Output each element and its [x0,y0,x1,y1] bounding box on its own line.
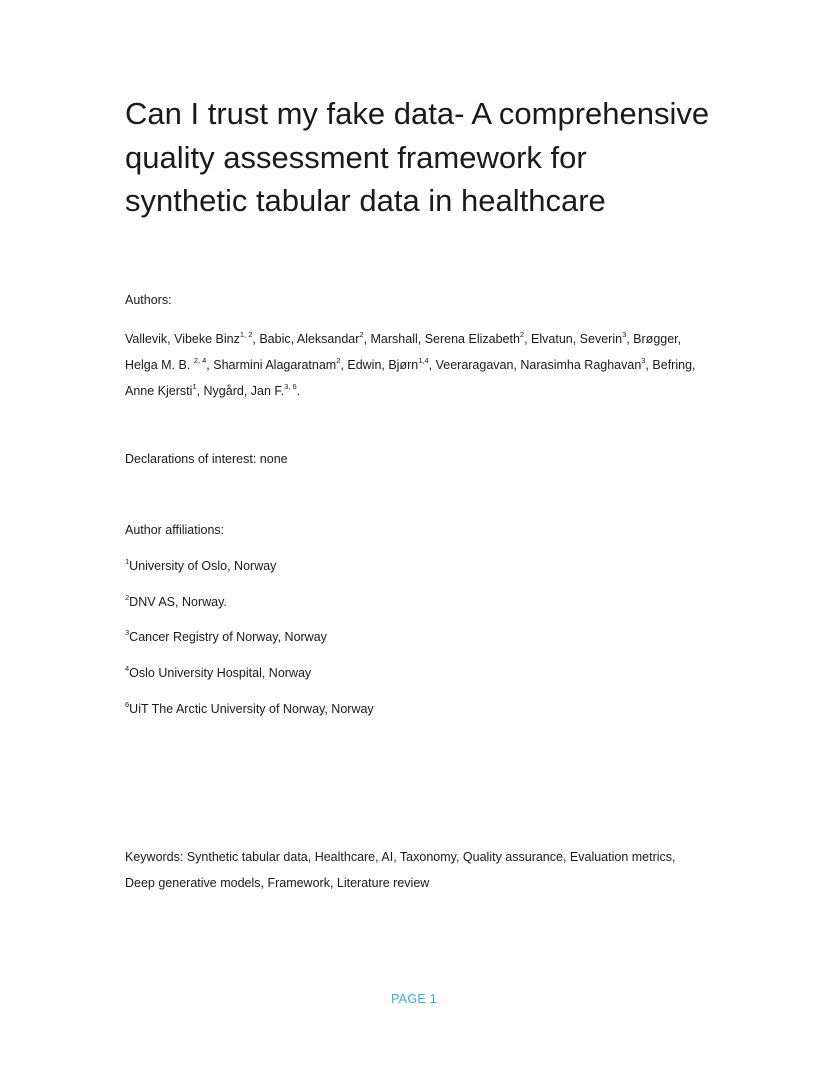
author-superscript: 3 [641,355,646,365]
keywords-text: Synthetic tabular data, Healthcare, AI, Taxonomy, Quality assurance, Evaluation metrics, [183,850,676,864]
author-superscript: 2 [519,329,525,339]
author-text: . [296,384,301,398]
affiliations-label: Author affiliations: [125,523,225,537]
affiliation-item [125,627,327,644]
affiliation-text: Oslo University Hospital, Norway [129,666,312,680]
affiliation-item [125,556,277,573]
affiliation-text: University of Oslo, Norway [129,559,277,573]
author-text: , Edwin, Bjørn [340,358,419,372]
author-text: , Sharmini Alagaratnam [206,358,337,372]
author-text: , Nygård, Jan F. [196,384,285,398]
author-superscript: 1, 2 [239,329,253,339]
author-superscript: 2 [336,355,341,365]
author-text: , Veeraragavan, Narasimha Raghavan [428,358,642,372]
paper-title [125,92,745,223]
declarations-value: : none [252,452,288,466]
affiliation-item [125,699,374,716]
author-superscript: 2 [359,329,364,339]
author-superscript: 1,4 [418,355,429,365]
keywords-line [125,844,725,870]
affiliation-text: Cancer Registry of Norway, Norway [129,630,327,644]
author-text: Helga M. B. [125,358,194,372]
title-line: synthetic tabular data in healthcare [125,183,606,218]
author-text: Anne Kjersti [125,384,193,398]
declarations-of-interest [125,452,288,466]
author-text: Vallevik, Vibeke Binz [125,332,240,346]
page-number: PAGE 1 [390,992,438,1006]
author-text: , Babic, Aleksandar [252,332,360,346]
author-list [125,326,725,404]
author-superscript: 1 [192,381,197,391]
affiliation-superscript: 4 [125,663,130,673]
affiliation-superscript: 2 [125,592,130,602]
affiliation-item [125,592,227,609]
author-line [125,326,725,352]
author-text: , Marshall, Serena Elizabeth [363,332,520,346]
author-line [125,378,725,404]
authors-label: Authors: [125,293,172,307]
affiliation-text: UiT The Arctic University of Norway, Norway [129,702,374,716]
affiliation-superscript: 6 [125,699,130,709]
author-superscript: 3, 6 [284,381,297,391]
author-text: , Befring, [645,358,696,372]
author-line [125,352,725,378]
affiliation-item [125,663,312,680]
author-superscript: 2, 4 [193,355,207,365]
keywords-line: Deep generative models, Framework, Literature review [125,876,430,890]
affiliation-text: DNV AS, Norway. [129,595,227,609]
affiliation-superscript: 3 [125,627,130,637]
keywords [125,844,725,896]
author-superscript: 3 [622,329,627,339]
affiliation-superscript: 1 [125,556,130,566]
author-text: , Elvatun, Severin [524,332,623,346]
author-text: , Brøgger, [626,332,682,346]
declarations-label: Declarations of interest [125,452,253,466]
keywords-label: Keywords: [125,850,184,864]
title-line: quality assessment framework for [125,139,587,175]
title-line: Can I trust my fake data- A comprehensive [125,96,710,131]
